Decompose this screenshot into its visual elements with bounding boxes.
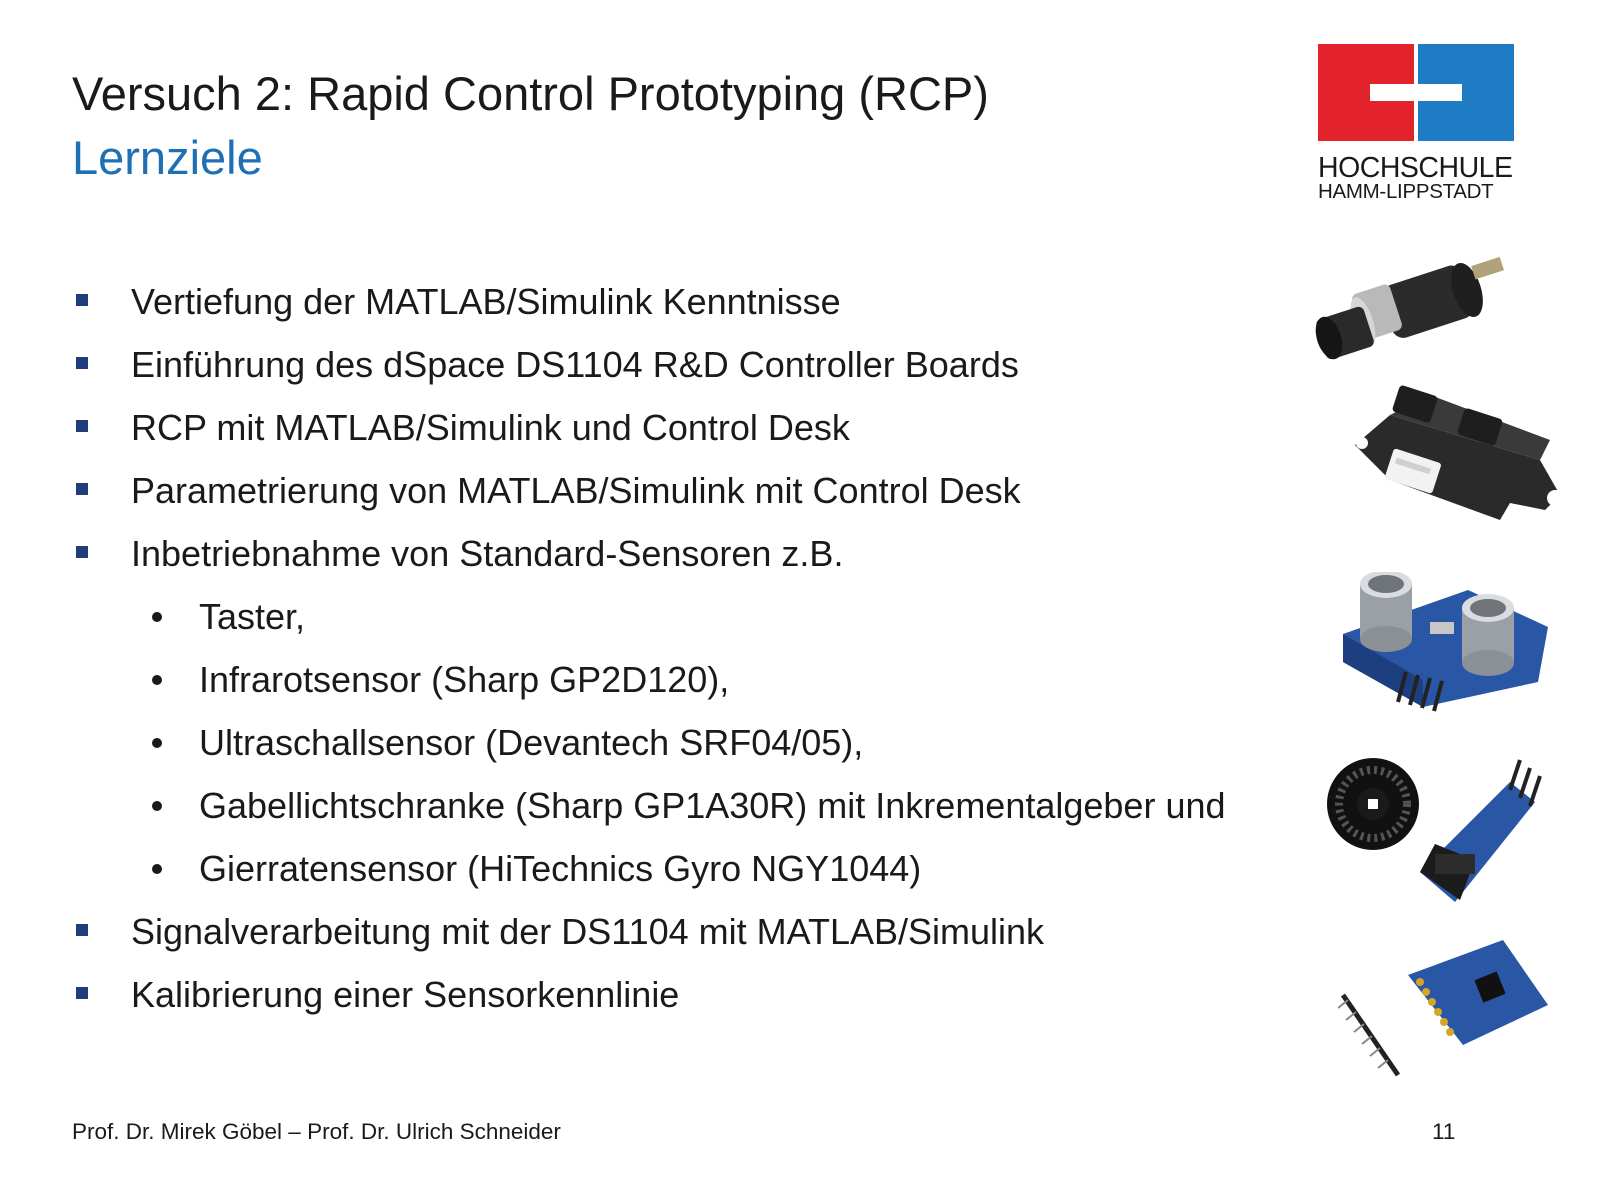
sub-list-item-text: Gierratensensor (HiTechnics Gyro NGY1044) xyxy=(199,848,922,889)
page-number: 11 xyxy=(1432,1119,1456,1144)
sub-list-item-text: Infrarotsensor (Sharp GP2D120), xyxy=(199,659,730,700)
square-bullet-icon xyxy=(76,546,88,558)
sub-list-item-text: Taster, xyxy=(199,596,306,637)
round-bullet-icon xyxy=(152,738,162,748)
round-bullet-icon xyxy=(152,675,162,685)
list-item-text: Parametrierung von MATLAB/Simulink mit Control Desk xyxy=(131,470,1021,511)
round-bullet-icon xyxy=(152,864,162,874)
square-bullet-icon xyxy=(76,924,88,936)
list-item-text: Einführung des dSpace DS1104 R&D Controller Boards xyxy=(131,344,1019,385)
square-bullet-icon xyxy=(76,294,88,306)
round-bullet-icon xyxy=(152,612,162,622)
square-bullet-icon xyxy=(76,420,88,432)
sub-list-item-text: Gabellichtschranke (Sharp GP1A30R) mit Inkrementalgeber und xyxy=(199,785,1226,826)
ultrasonic-sensor-image xyxy=(1338,572,1553,717)
list-item-text: RCP mit MATLAB/Simulink und Control Desk xyxy=(131,407,850,448)
gyro-sensor-image xyxy=(1338,940,1553,1090)
push-button-image xyxy=(1315,250,1515,375)
light-barrier-encoder-image xyxy=(1325,752,1550,912)
square-bullet-icon xyxy=(76,987,88,999)
square-bullet-icon xyxy=(76,357,88,369)
sub-list-item-text: Ultraschallsensor (Devantech SRF04/05), xyxy=(199,722,864,763)
university-logo xyxy=(1318,44,1514,206)
list-item-text: Kalibrierung einer Sensorkennlinie xyxy=(131,974,680,1015)
logo-text-hamm-lippstadt: HAMM-LIPPSTADT xyxy=(1318,180,1494,203)
logo-text-hochschule: HOCHSCHULE xyxy=(1318,152,1513,184)
logo-mark-icon xyxy=(1318,44,1514,144)
list-item-text: Inbetriebnahme von Standard-Sensoren z.B. xyxy=(131,533,844,574)
square-bullet-icon xyxy=(76,483,88,495)
slide-subtitle: Lernziele xyxy=(72,131,263,184)
infrared-sensor-image xyxy=(1350,385,1565,535)
list-item-text: Vertiefung der MATLAB/Simulink Kenntnisse xyxy=(131,281,841,322)
slide-title: Versuch 2: Rapid Control Prototyping (RCP) xyxy=(72,67,989,120)
footer-authors: Prof. Dr. Mirek Göbel – Prof. Dr. Ulrich Schneider xyxy=(72,1119,561,1144)
round-bullet-icon xyxy=(152,801,162,811)
list-item-text: Signalverarbeitung mit der DS1104 mit MATLAB/Simulink xyxy=(131,911,1045,952)
